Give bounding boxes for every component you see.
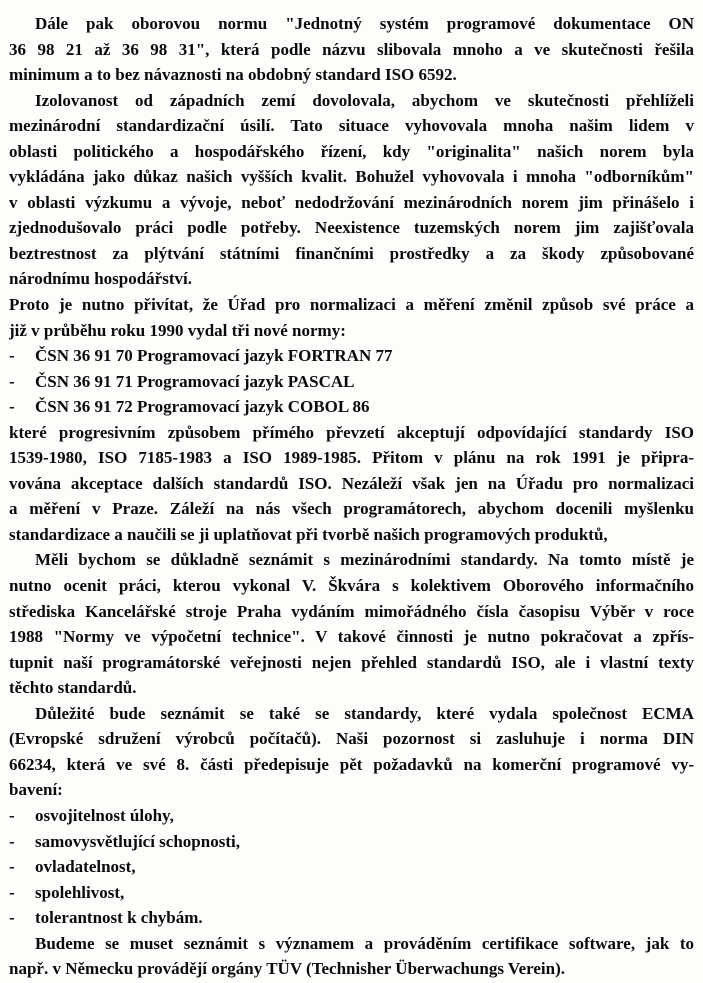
text-line xyxy=(9,650,694,676)
text-line-content: zjednodušovalo práci podle potřeby. Neexistence tuzemských norem jim zajišťovala xyxy=(9,218,694,238)
text-line xyxy=(9,369,694,395)
text-line-content: beztrestnost za plýtvání státními finančními prostředky a za škody způsobované xyxy=(9,243,694,263)
text-line-content: mezinárodní standardizační úsilí. Tato situace vyhovovala mnoha našim lidem v xyxy=(9,116,694,136)
text-line xyxy=(9,292,694,318)
text-line xyxy=(9,573,694,599)
text-line-content: bavení: xyxy=(9,780,63,800)
text-line-content: Proto je nutno přivítat, že Úřad pro normalizaci a měření změnil způsob své práce a xyxy=(9,295,694,315)
text-line-content: oblasti politického a hospodářského řízení, kdy "originalita" našich norem byla xyxy=(9,141,694,161)
text-line-content: Důležité bude seznámit se také se standardy, které vydala společnost ECMA xyxy=(35,703,694,723)
text-line-content: spolehlivost, xyxy=(35,882,125,902)
text-line-content: Měli bychom se důkladně seznámit s mezinárodními standardy. Na tomto místě je xyxy=(35,550,694,570)
text-line-content: které progresivním způsobem přímého převzetí akceptují odpovídající standardy ISO xyxy=(9,422,694,442)
text-line xyxy=(9,164,694,190)
text-line-content: ovladatelnost, xyxy=(35,857,136,877)
text-line xyxy=(9,599,694,625)
text-line-content: Izolovanost od západních zemí dovolovala, abychom ve skutečnosti přehlíželi xyxy=(35,90,694,110)
text-line-content: již v průběhu roku 1990 vydal tři nové normy: xyxy=(9,320,346,340)
text-line xyxy=(9,190,694,216)
text-line xyxy=(9,318,694,344)
text-line-content: standardizace a naučili se ji uplatňovat při tvorbě našich programových produktů, xyxy=(9,524,608,544)
list-dash-marker: - xyxy=(9,908,15,928)
text-line-content: Budeme se muset seznámit s významem a prováděním certifikace software, jak to xyxy=(35,933,694,953)
text-line-content: vována akceptace dalších standardů ISO. Nezáleží však jen na Úřadu pro normalizaci xyxy=(9,473,694,493)
text-line-content: nutno ocenit práci, kterou vykonal V. Škvára s kolektivem Oborového informačního xyxy=(9,576,694,596)
text-line xyxy=(9,777,694,803)
list-dash-marker: - xyxy=(9,397,15,417)
text-line xyxy=(9,624,694,650)
text-line xyxy=(9,496,694,522)
text-line-content: vykládána jako důkaz našich vyšších kvalit. Bohužel vyhovovala i mnoha "odborníkům" xyxy=(9,167,694,187)
text-line-content: minimum a to bez návaznosti na obdobný standard ISO 6592. xyxy=(9,65,457,85)
text-line xyxy=(9,37,694,63)
text-line xyxy=(9,956,694,982)
text-line xyxy=(9,803,694,829)
text-line xyxy=(9,854,694,880)
text-line xyxy=(9,471,694,497)
document-text xyxy=(9,11,694,982)
text-line-content: a měření v Praze. Záleží na nás všech programátorech, abychom docenili myšlenku xyxy=(9,499,694,519)
text-line-content: střediska Kancelářské stroje Praha vydáním mimořádného čísla časopisu Výběr v roce xyxy=(9,601,694,621)
list-dash-marker: - xyxy=(9,346,15,366)
text-line-content: osvojitelnost úlohy, xyxy=(35,805,174,825)
text-line-content: Dále pak oborovou normu "Jednotný systém programové dokumentace ON xyxy=(35,14,694,33)
list-dash-marker: - xyxy=(9,371,15,391)
text-line xyxy=(9,11,694,37)
text-line-content: 1539-1980, ISO 7185-1983 a ISO 1989-1985. Přitom v plánu na rok 1991 je připra- xyxy=(9,448,694,468)
text-line xyxy=(9,752,694,778)
text-line-content: v oblasti výzkumu a vývoje, neboť nedodržování mezinárodních norem jim přinášelo i xyxy=(9,192,694,212)
text-line xyxy=(9,62,694,88)
text-line-content: 66234, která ve své 8. části předepisuje pět požadavků na komerční programové vy- xyxy=(9,754,694,774)
text-line-content: 1988 "Normy ve výpočetní technice". V takové činnosti je nutno pokračovat a zpřís- xyxy=(9,627,694,647)
text-line-content: samovysvětlující schopnosti, xyxy=(35,831,240,851)
text-line xyxy=(9,905,694,931)
text-line-content: tupnit naší programátorské veřejnosti nejen přehled standardů ISO, ale i vlastní texty xyxy=(9,652,694,672)
text-line xyxy=(9,88,694,114)
list-dash-marker: - xyxy=(9,857,15,877)
text-line xyxy=(9,675,694,701)
text-line xyxy=(9,931,694,957)
list-dash-marker: - xyxy=(9,831,15,851)
text-line-content: těchto standardů. xyxy=(9,678,137,698)
text-line-content: ČSN 36 91 70 Programovací jazyk FORTRAN 77 xyxy=(35,346,393,366)
text-line-content: tolerantnost k chybám. xyxy=(35,908,203,928)
text-line xyxy=(9,701,694,727)
text-line xyxy=(9,445,694,471)
text-line xyxy=(9,726,694,752)
text-line xyxy=(9,113,694,139)
text-line-content: např. v Německu provádějí orgány TÜV (Technisher Überwachungs Verein). xyxy=(9,959,566,979)
text-line xyxy=(9,266,694,292)
text-line-content: ČSN 36 91 71 Programovací jazyk PASCAL xyxy=(35,371,355,391)
text-line xyxy=(9,343,694,369)
list-dash-marker: - xyxy=(9,805,15,825)
text-line-content: (Evropské sdružení výrobců počítačů). Naši pozornost si zasluhuje i norma DIN xyxy=(9,729,694,749)
text-line xyxy=(9,880,694,906)
text-line xyxy=(9,829,694,855)
text-line xyxy=(9,547,694,573)
text-line xyxy=(9,215,694,241)
text-line-content: národnímu hospodářství. xyxy=(9,269,192,289)
text-line xyxy=(9,420,694,446)
text-line-content: 36 98 21 až 36 98 31", která podle názvu slibovala mnoho a ve skutečnosti řešila xyxy=(9,39,694,59)
list-dash-marker: - xyxy=(9,882,15,902)
text-line xyxy=(9,394,694,420)
text-line xyxy=(9,522,694,548)
text-line xyxy=(9,139,694,165)
text-line xyxy=(9,241,694,267)
text-line-content: ČSN 36 91 72 Programovací jazyk COBOL 86 xyxy=(35,397,370,417)
